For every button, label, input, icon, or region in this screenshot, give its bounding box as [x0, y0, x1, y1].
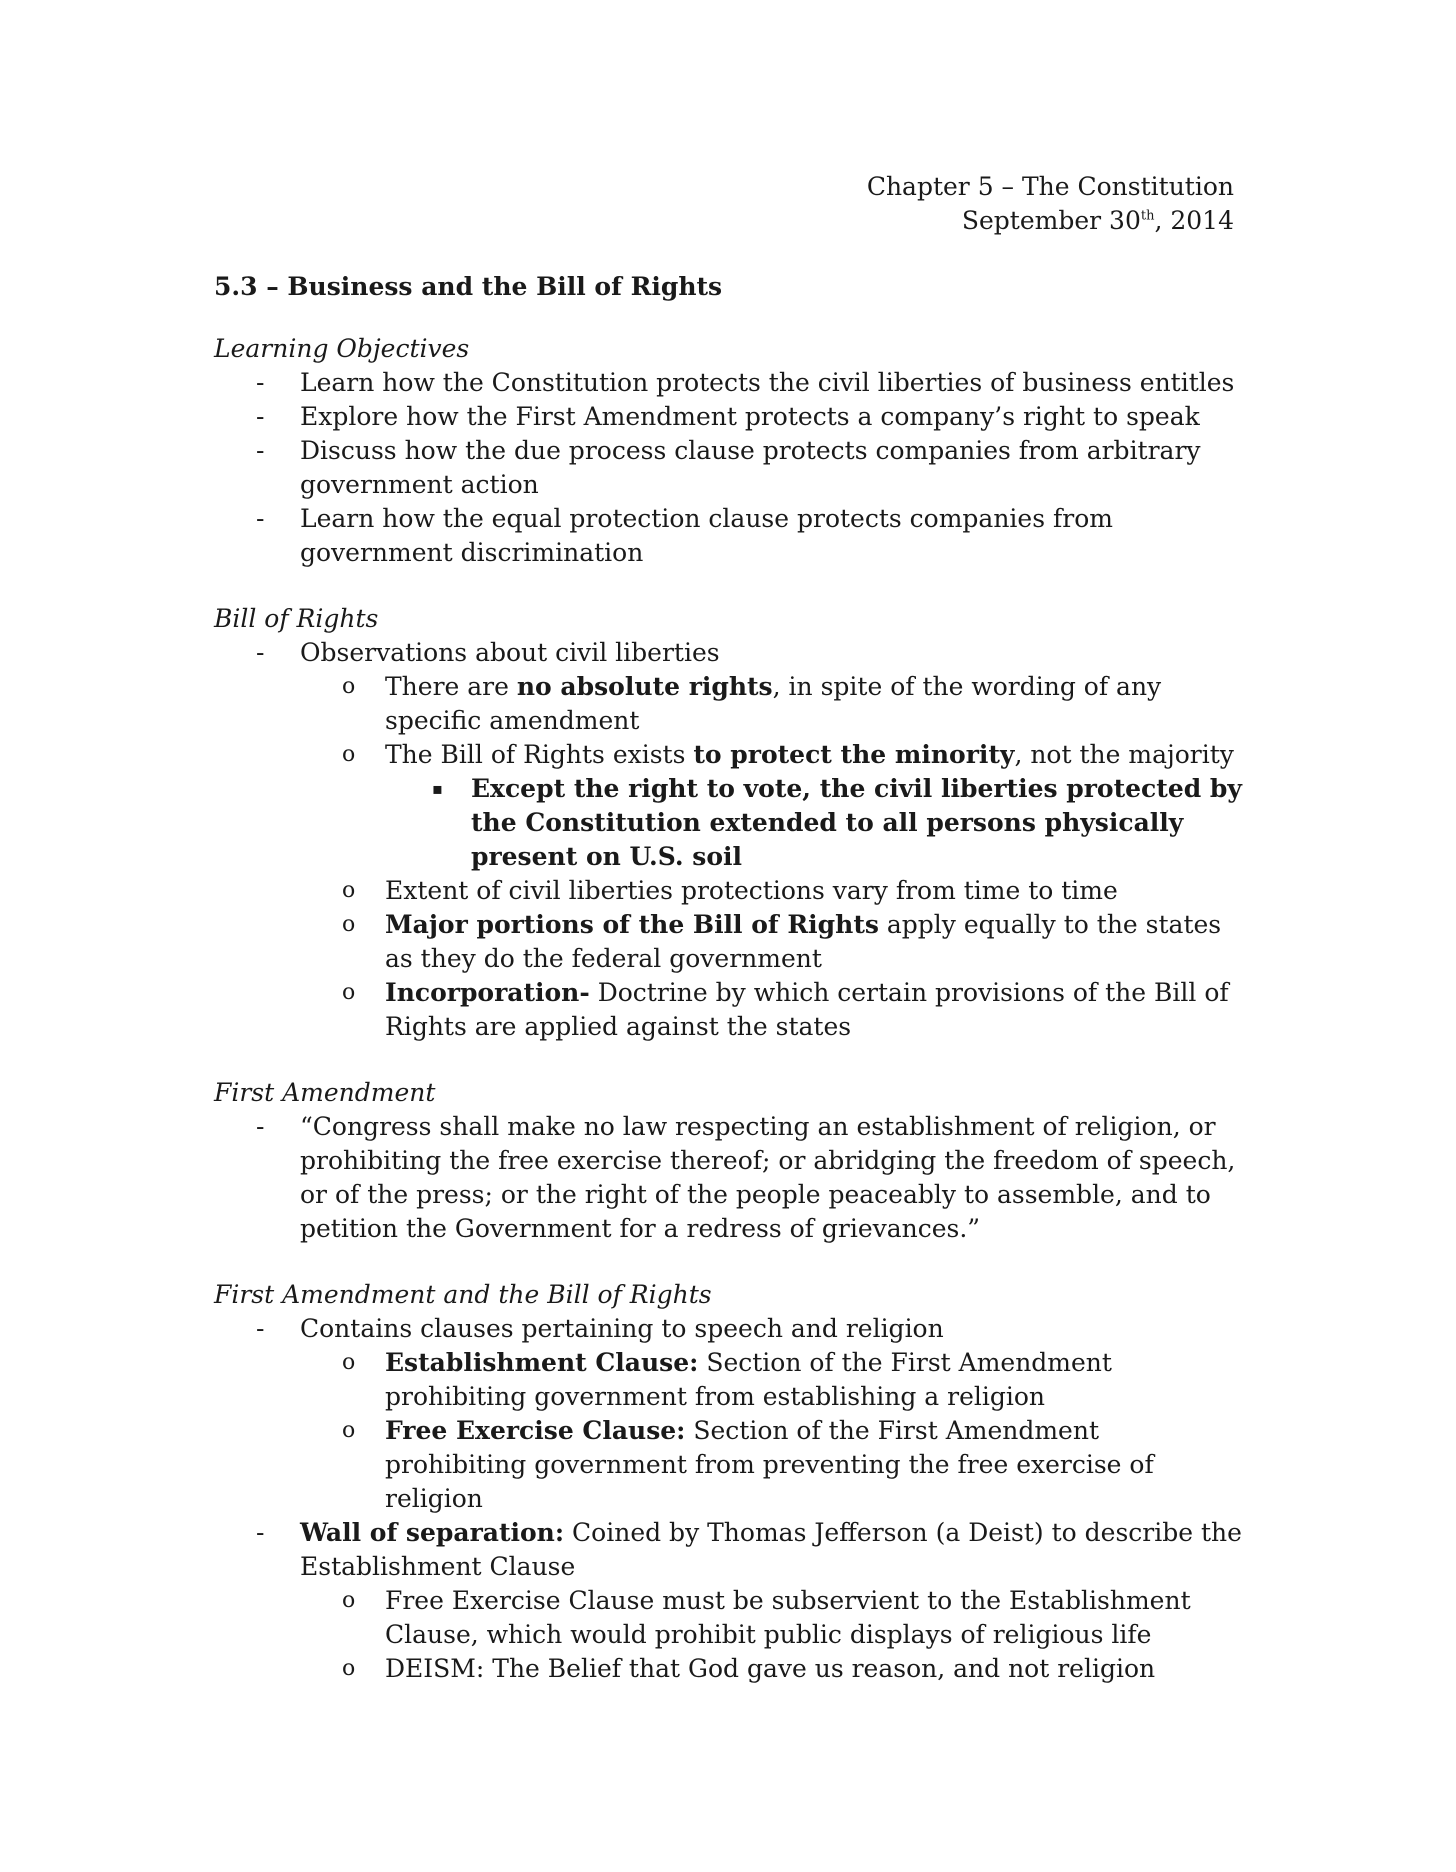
sub-list-item: o Free Exercise Clause: Section of the First Amendment prohibiting government from preventing the free exercise of religion	[342, 1416, 1154, 1513]
chapter-title: Chapter 5 – The Constitution	[866, 172, 1234, 201]
list-item: - Observations about civil liberties o There are no absolute rights, in spite of the wording of any specific amendment o The Bill of Rights exists to protect the minority, not the majority ▪ Except the right to vote, the civil liberties protected by the Constitution extended to all persons physically present on U.S. soil o Extent of civil liberties protections vary from time to time o Major portions of the Bill of Rights apply equally to the states as they do the federal government o Incorporation- Doctrine by which certain provisions of the Bill of Rights are applied against the states	[214, 636, 1244, 1044]
sub-sub-list-item: ▪ Except the right to vote, the civil liberties protected by the Constitution extended to all persons physically present on U.S. soil	[432, 774, 1242, 871]
sub-list-item: o Free Exercise Clause must be subservient to the Establishment Clause, which would prohibit public displays of religious life	[342, 1586, 1191, 1649]
sub-list-item: o There are no absolute rights, in spite of the wording of any specific amendment	[342, 672, 1162, 735]
list-item: - Discuss how the due process clause protects companies from arbitrary government action	[256, 436, 1201, 499]
list-item: - Explore how the First Amendment protects a company’s right to speak	[256, 402, 1200, 431]
sub-list-item: o DEISM: The Belief that God gave us reason, and not religion	[342, 1654, 1156, 1683]
list-item: - Wall of separation: Coined by Thomas Jefferson (a Deist) to describe the Establishment Clause o Free Exercise Clause must be subservient to the Establishment Clause, which would prohibit public displays of religious life o DEISM: The Belief that God gave us reason, and not religion	[214, 1516, 1244, 1686]
sub-list-item: o Establishment Clause: Section of the First Amendment prohibiting government from establishing a religion	[342, 1348, 1112, 1411]
learning-objectives-section	[214, 332, 1244, 570]
sub-list-item: o The Bill of Rights exists to protect the minority, not the majority ▪ Except the right to vote, the civil liberties protected by the Constitution extended to all persons physically present on U.S. soil	[214, 738, 1244, 874]
amendment-quote: “Congress shall make no law respecting an establishment of religion, or prohibiting the free exercise thereof; or abridging the freedom of speech, or of the press; or the right of the people peaceably to assemble, and to petition the Government for a redress of grievances.”	[300, 1112, 1236, 1243]
page-header	[867, 170, 1234, 238]
section-heading: First Amendment	[214, 1078, 436, 1107]
document-body	[214, 270, 1244, 1718]
date: September 30th, 2014	[961, 206, 1234, 235]
list-item: - Learn how the equal protection clause protects companies from government discrimination	[256, 504, 1113, 567]
sub-list-item: o Major portions of the Bill of Rights apply equally to the states as they do the federal government	[342, 910, 1222, 973]
section-heading: Learning Objectives	[214, 334, 470, 363]
sub-list-item: o Extent of civil liberties protections vary from time to time	[342, 876, 1118, 905]
section-heading: First Amendment and the Bill of Rights	[214, 1280, 712, 1309]
list-item: - Contains clauses pertaining to speech and religion o Establishment Clause: Section of the First Amendment prohibiting government from establishing a religion o Free Exercise Clause: Section of the First Amendment prohibiting government from preventing the free exercise of religion	[214, 1312, 1244, 1516]
bill-of-rights-section	[214, 602, 1244, 1044]
first-amendment-section	[214, 1076, 1244, 1246]
list-item: - Learn how the Constitution protects the civil liberties of business entitles	[256, 368, 1235, 397]
section-heading: Bill of Rights	[214, 604, 379, 633]
sub-list-item: o Incorporation- Doctrine by which certain provisions of the Bill of Rights are applied against the states	[342, 978, 1229, 1041]
page-title: 5.3 – Business and the Bill of Rights	[214, 272, 723, 301]
list-item: - “Congress shall make no law respecting an establishment of religion, or prohibiting the free exercise thereof; or abridging the freedom of speech, or of the press; or the right of the people peaceably to assemble, and to petition the Government for a redress of grievances.”	[214, 1110, 1244, 1246]
first-amendment-bill-of-rights-section	[214, 1278, 1244, 1686]
